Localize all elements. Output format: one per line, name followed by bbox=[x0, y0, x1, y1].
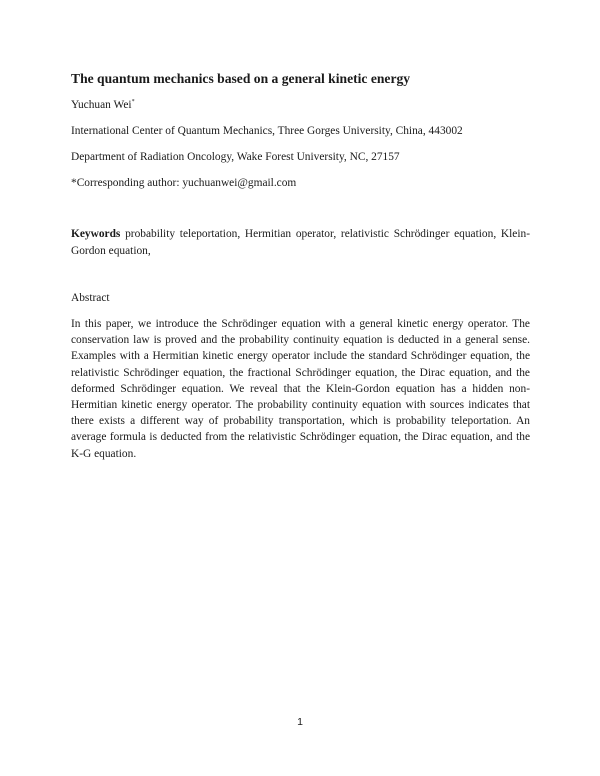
affiliation-1: International Center of Quantum Mechanics, Three Gorges University, China, 443002 bbox=[71, 125, 463, 137]
keywords-text: probability teleportation, Hermitian operator, relativistic Schrödinger equation, Klein-Gordon equation, bbox=[71, 228, 530, 257]
abstract-body: In this paper, we introduce the Schrödinger equation with a general kinetic energy operator. The conservation law is proved and the probability continuity equation is deducted in a general sense. Examples with a Hermitian kinetic energy operator include the standard Schrödinger equation, the relativistic Schrödinger equation, the fractional Schrödinger equation, the Dirac equation, and the deformed Schrödinger equation. We reveal that the Klein-Gordon equation has a hidden non-Hermitian kinetic energy operator. The probability continuity equation with sources indicates that there exists a different way of probability transportation, which is probability teleportation. An average formula is deducted from the relativistic Schrödinger equation, the Dirac equation, and the K-G equation. bbox=[71, 318, 530, 460]
paper-title: The quantum mechanics based on a general kinetic energy bbox=[71, 71, 411, 86]
abstract-heading: Abstract bbox=[71, 292, 110, 304]
keywords-paragraph bbox=[71, 226, 530, 260]
author-mark: * bbox=[131, 99, 135, 105]
keywords-label: Keywords bbox=[71, 228, 121, 240]
page-number: 1 bbox=[297, 716, 303, 728]
author-name: Yuchuan Wei bbox=[71, 99, 132, 111]
corresponding-author: *Corresponding author: yuchuanwei@gmail.com bbox=[71, 177, 297, 189]
author-line bbox=[71, 98, 541, 113]
affiliation-2: Department of Radiation Oncology, Wake Forest University, NC, 27157 bbox=[71, 151, 400, 163]
